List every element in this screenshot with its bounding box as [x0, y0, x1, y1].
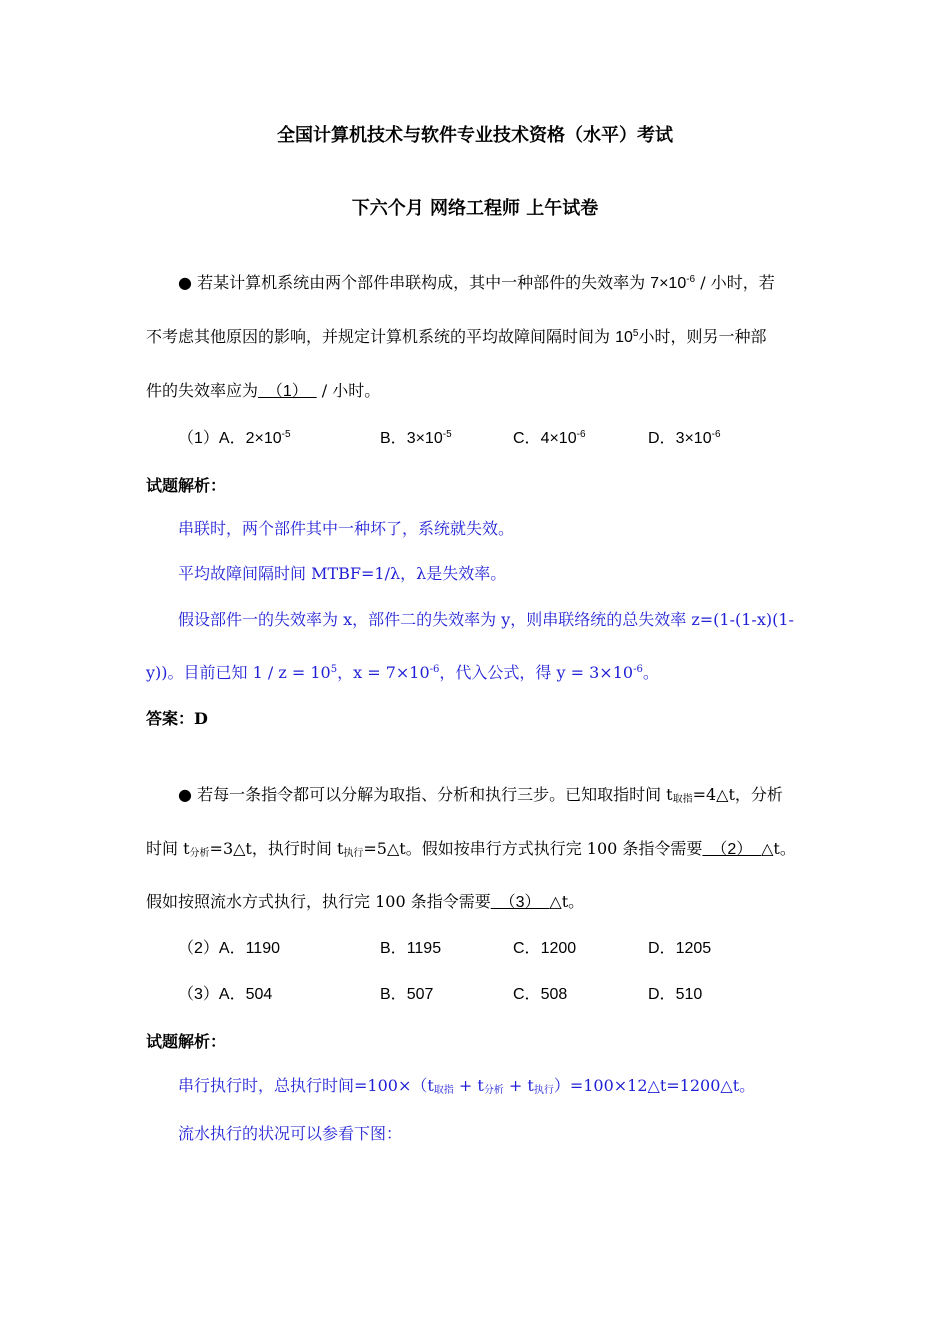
q1-option-c: C．$4\times 10^{-6}$: [513, 429, 586, 447]
q1-analysis-p3-line2: y))。目前已知 $1 / z = 10^5$，$x = 7\times 10^{-6}$，代入公式，得 $y = 3\times 10^{-6}$。: [146, 663, 659, 682]
q1-text-1a: 若某计算机系统由两个部件串联构成，其中一种部件的失效率为: [197, 273, 646, 292]
q1-blank-1: （1）: [258, 383, 317, 400]
q1-mtbf-exp: 5: [632, 328, 639, 339]
q2-line-2: 时间 $t_{分析}=3\triangle t$，执行时间 $t_{执行}=5\triangle t$。假如按串行方式执行完 100 条指令需要 （2） △t。: [146, 839, 796, 859]
q1-text-2c: 小时，则另一种部: [638, 327, 767, 346]
bullet-icon: ●: [178, 273, 192, 292]
page-subtitle: 下六个月 网络工程师 上午试卷: [351, 198, 599, 219]
q2-analysis-heading: 试题解析：: [146, 1032, 227, 1051]
q1-text-2a: 不考虑其他原因的影响，并规定计算机系统的平均故障间隔时间为: [146, 327, 611, 346]
page-title: 全国计算机技术与软件专业技术资格（水平）考试: [277, 125, 673, 146]
q3-option-b: B．507: [380, 986, 434, 1003]
q1-line-3: [146, 380, 380, 403]
q1-text-3a: 件的失效率应为: [146, 381, 259, 400]
q2-analysis-p1: 串行执行时，总执行时间$=100\times(t_{取指} + t_{分析}$ + $t_{执行})=100\times 12\triangle t=1200\triangle t$。: [178, 1076, 756, 1096]
q1-option-b: B．$3\times 10^{-5}$: [380, 429, 452, 447]
q3-option-a: （3）A．504: [178, 986, 273, 1003]
q1-option-a: （1）A．$2\times 10^{-5}$: [178, 429, 291, 447]
q3-option-d: D．510: [648, 986, 703, 1003]
q1-mtbf: 10: [615, 329, 633, 346]
q1-analysis-p3-line1: 假设部件一的失效率为 x，部件二的失效率为 y，则串联络统的总失效率 z=(1-(1-x)(1-: [178, 610, 794, 629]
q2-line-3: 假如按照流水方式执行，执行完 100 条指令需要 （3） △t。: [146, 892, 585, 911]
q2-blank-2: （2）: [702, 841, 762, 858]
bullet-icon: ●: [178, 785, 192, 804]
q1-analysis-p1: 串联时，两个部件其中一种坏了，系统就失效。: [178, 519, 515, 538]
q1-text-3c: / 小时。: [316, 381, 381, 400]
q1-analysis-heading: 试题解析：: [146, 476, 227, 495]
q1-line-2: [146, 326, 766, 349]
q2-option-c: C．1200: [513, 940, 577, 957]
q3-option-c: C．508: [513, 986, 568, 1003]
q1-line-1: [178, 272, 775, 295]
q1-analysis-p2: 平均故障间隔时间 MTBF=1/λ，λ是失效率。: [178, 564, 507, 583]
q2-option-d: D．1205: [648, 940, 712, 957]
q2-analysis-p2: 流水执行的状况可以参看下图：: [178, 1124, 403, 1143]
q1-rate: 7×10: [650, 275, 687, 292]
q1-option-d: D．$3\times 10^{-6}$: [648, 429, 721, 447]
q2-option-a: （2）A．1190: [178, 940, 280, 957]
q2-blank-3: （3）: [490, 894, 550, 911]
q2-option-b: B．1195: [380, 940, 442, 957]
q1-answer: 答案：D: [146, 709, 208, 728]
q1-rate-exp: -6: [686, 274, 696, 285]
q2-line-1: ● 若每一条指令都可以分解为取指、分析和执行三步。已知取指时间 $t_{取指}=4\triangle t$，分析: [178, 785, 783, 805]
q1-text-1c: / 小时，若: [700, 273, 775, 292]
